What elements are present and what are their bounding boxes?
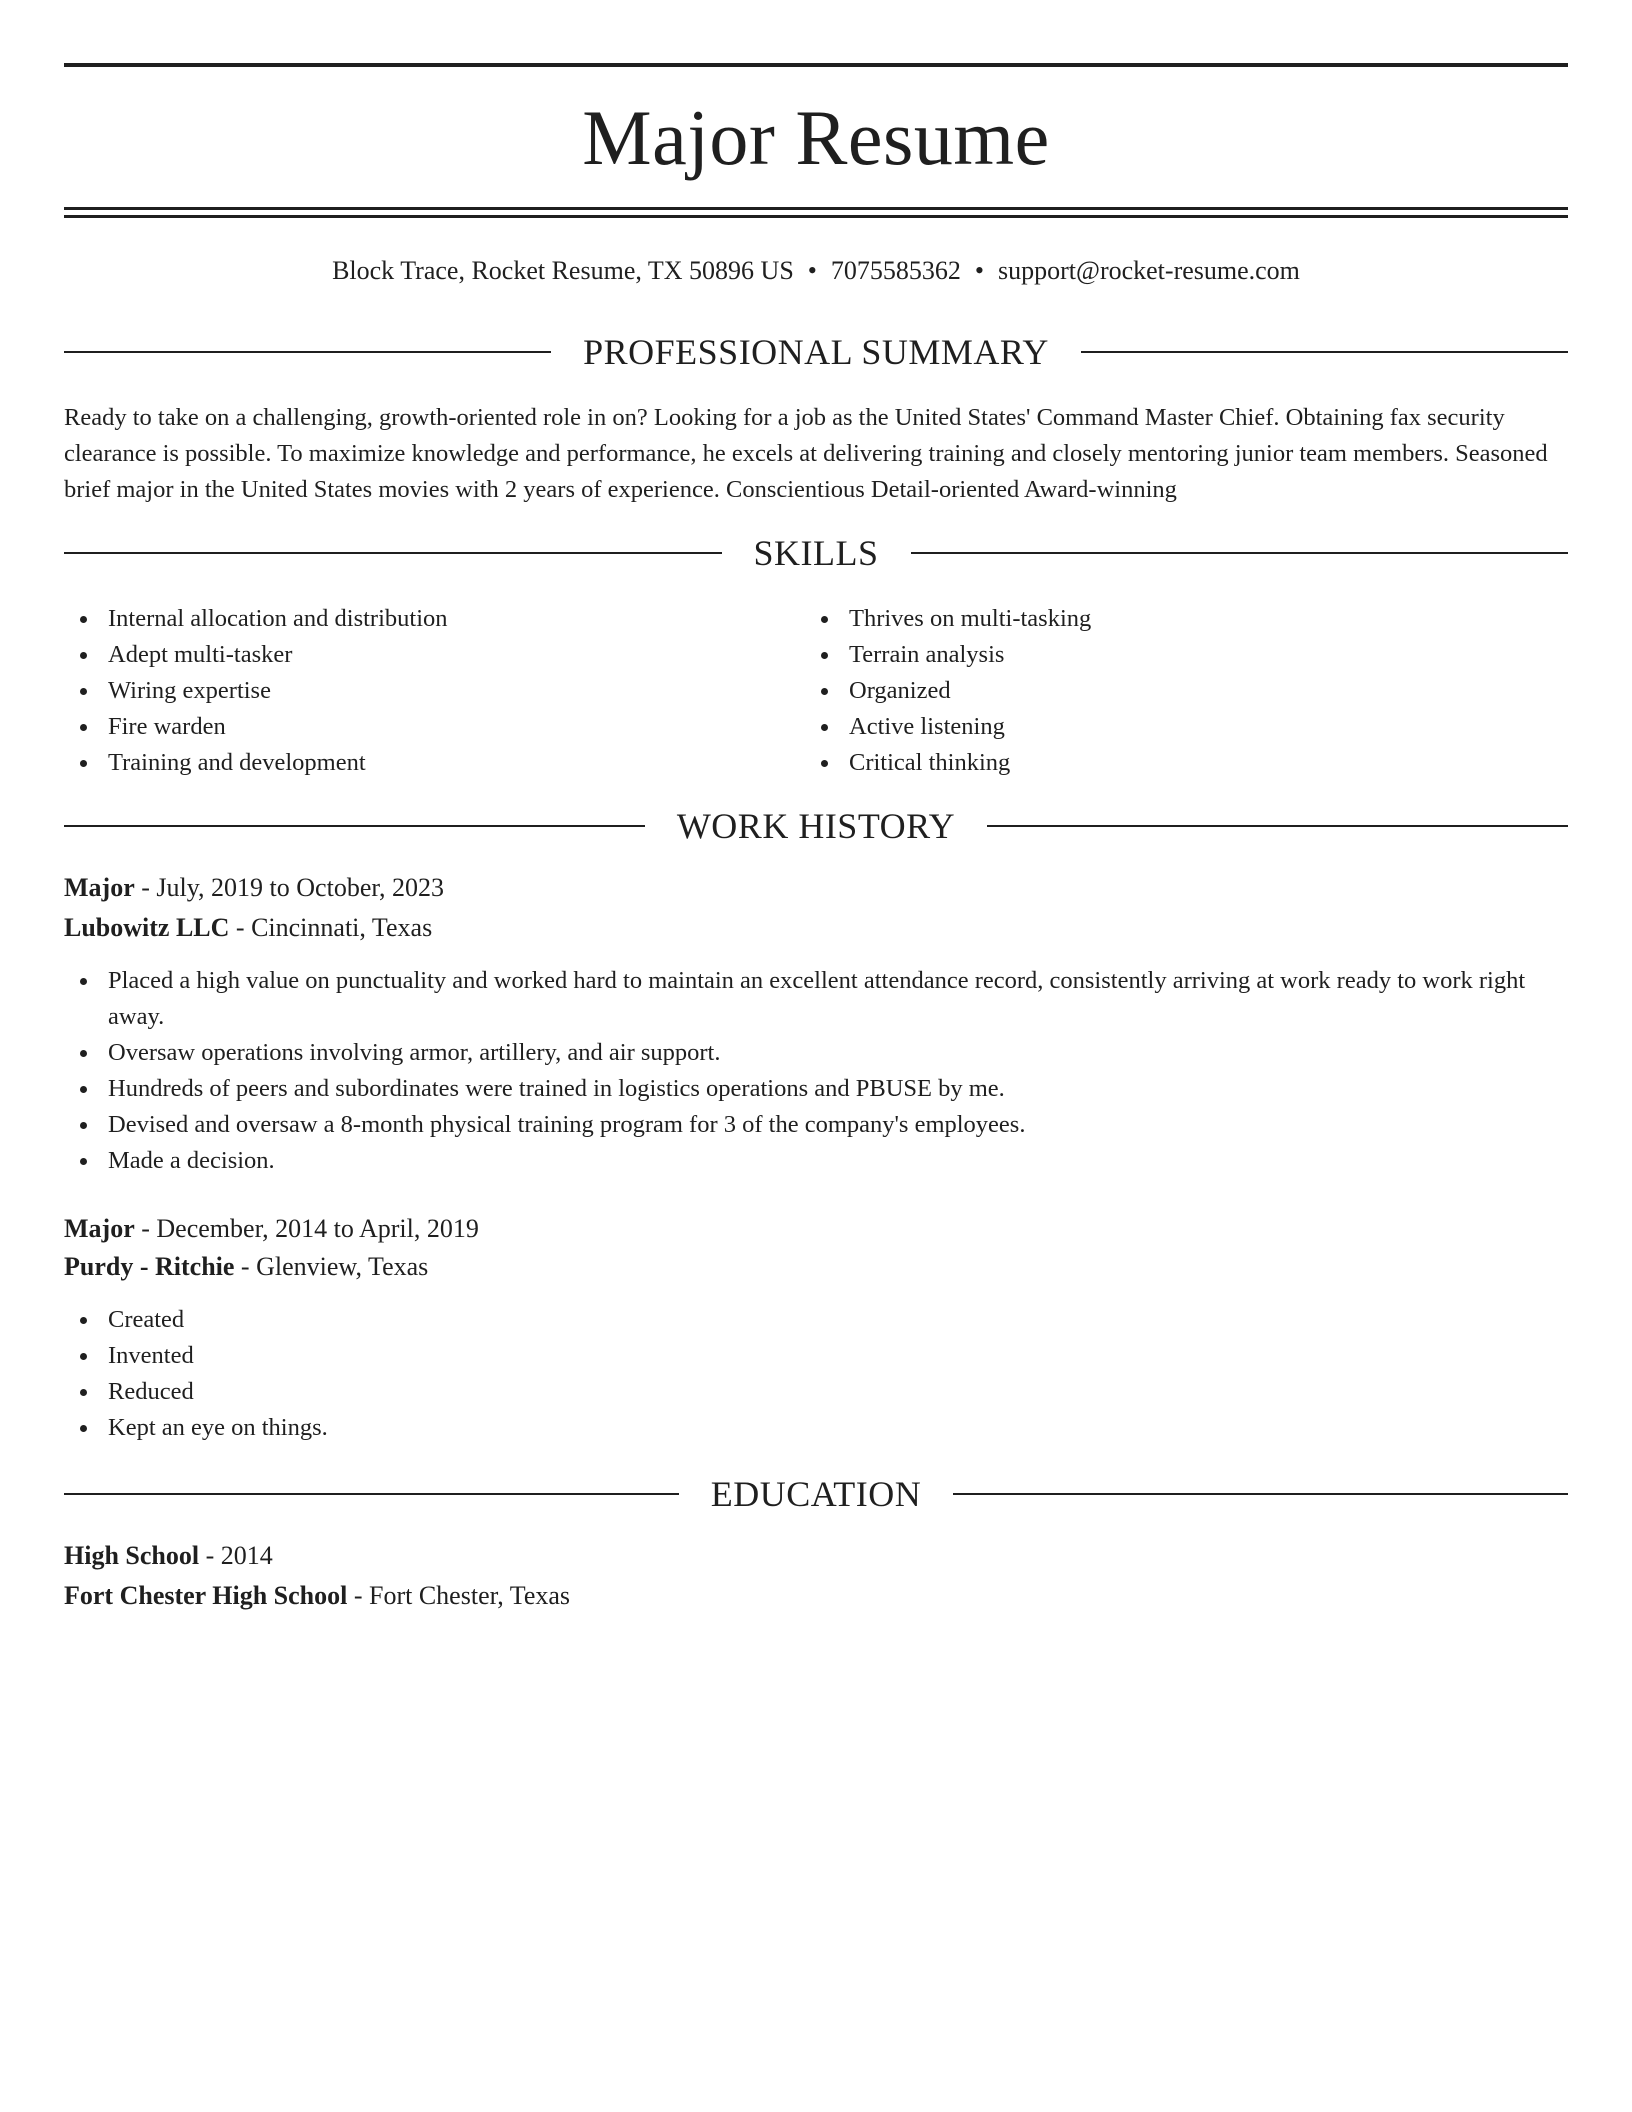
skill-item: Critical thinking	[805, 745, 1545, 781]
skill-item: Adept multi-tasker	[64, 637, 804, 673]
education-year: - 2014	[199, 1541, 273, 1570]
job-bullet: Devised and oversaw a 8-month physical training program for 3 of the company's employees.	[64, 1107, 1568, 1143]
summary-heading	[64, 332, 1568, 372]
skill-item: Thrives on multi-tasking	[805, 601, 1545, 637]
job-2-company-line	[64, 1249, 1568, 1285]
education-heading	[64, 1474, 1568, 1514]
job-1-bullets	[64, 963, 1568, 1179]
resume-title: Major Resume	[582, 94, 1050, 181]
skills-list-right	[805, 601, 1545, 781]
job-1-title: Major	[64, 873, 135, 902]
heading-rule-right	[911, 552, 1569, 554]
job-bullet: Invented	[64, 1338, 1568, 1374]
contact-email: support@rocket-resume.com	[998, 256, 1300, 285]
contact-separator: •	[974, 256, 984, 285]
contact-line	[64, 253, 1568, 289]
job-bullet: Placed a high value on punctuality and worked hard to maintain an excellent attendance record, consistently arriving at work ready to work right away.	[64, 963, 1568, 1035]
job-1-dates: - July, 2019 to October, 2023	[134, 873, 444, 902]
job-2-dates: - December, 2014 to April, 2019	[134, 1214, 479, 1243]
education-location: - Fort Chester, Texas	[347, 1581, 571, 1610]
heading-rule-left	[64, 552, 722, 554]
title-rule-lower	[64, 215, 1568, 218]
heading-rule-left	[64, 351, 551, 353]
skills-heading	[64, 533, 1568, 573]
title-rule-upper	[64, 207, 1568, 210]
job-bullet: Created	[64, 1302, 1568, 1338]
job-1-location: - Cincinnati, Texas	[229, 913, 433, 942]
skill-item: Wiring expertise	[64, 673, 804, 709]
job-bullet: Reduced	[64, 1374, 1568, 1410]
education-degree: High School	[64, 1541, 200, 1570]
skill-item: Active listening	[805, 709, 1545, 745]
skill-item: Internal allocation and distribution	[64, 601, 804, 637]
education-degree-line	[64, 1538, 1568, 1574]
heading-rule-left	[64, 1493, 679, 1495]
job-1-company: Lubowitz LLC	[64, 913, 230, 942]
job-2-title: Major	[64, 1214, 135, 1243]
job-2-bullets	[64, 1302, 1568, 1446]
skill-item: Organized	[805, 673, 1545, 709]
job-bullet: Kept an eye on things.	[64, 1410, 1568, 1446]
job-bullet: Hundreds of peers and subordinates were trained in logistics operations and PBUSE by me.	[64, 1071, 1568, 1107]
job-1-company-line	[64, 910, 1568, 946]
job-2-company: Purdy - Ritchie	[64, 1252, 235, 1281]
contact-separator: •	[807, 256, 817, 285]
skills-heading-label: SKILLS	[753, 533, 879, 573]
job-2-title-line	[64, 1211, 1568, 1247]
top-rule	[64, 63, 1568, 67]
heading-rule-right	[953, 1493, 1568, 1495]
work-heading	[64, 806, 1568, 846]
contact-address: Block Trace, Rocket Resume, TX 50896 US	[332, 256, 794, 285]
education-heading-label: EDUCATION	[710, 1474, 922, 1514]
summary-heading-label: PROFESSIONAL SUMMARY	[583, 332, 1049, 372]
work-heading-label: WORK HISTORY	[676, 806, 956, 846]
job-1-title-line	[64, 870, 1568, 906]
skills-list-left	[64, 601, 804, 781]
heading-rule-left	[64, 825, 645, 827]
summary-text: Ready to take on a challenging, growth-oriented role in on? Looking for a job as the United States' Command Master Chief. Obtaining fax security clearance is possible. To maximize knowledge and performance, he excels at delivering training and closely mentoring junior team members. Seasoned brief major in the United States movies with 2 years of experience. Conscientious Detail-oriented Award-winning	[64, 404, 1548, 503]
heading-rule-right	[1081, 351, 1568, 353]
job-2-location: - Glenview, Texas	[234, 1252, 429, 1281]
skill-item: Terrain analysis	[805, 637, 1545, 673]
heading-rule-right	[987, 825, 1568, 827]
job-bullet: Made a decision.	[64, 1143, 1568, 1179]
skill-item: Training and development	[64, 745, 804, 781]
skill-item: Fire warden	[64, 709, 804, 745]
education-school: Fort Chester High School	[64, 1581, 348, 1610]
education-school-line	[64, 1578, 1568, 1614]
contact-phone: 7075585362	[830, 256, 961, 285]
resume-page	[64, 0, 1568, 2112]
job-bullet: Oversaw operations involving armor, artillery, and air support.	[64, 1035, 1568, 1071]
